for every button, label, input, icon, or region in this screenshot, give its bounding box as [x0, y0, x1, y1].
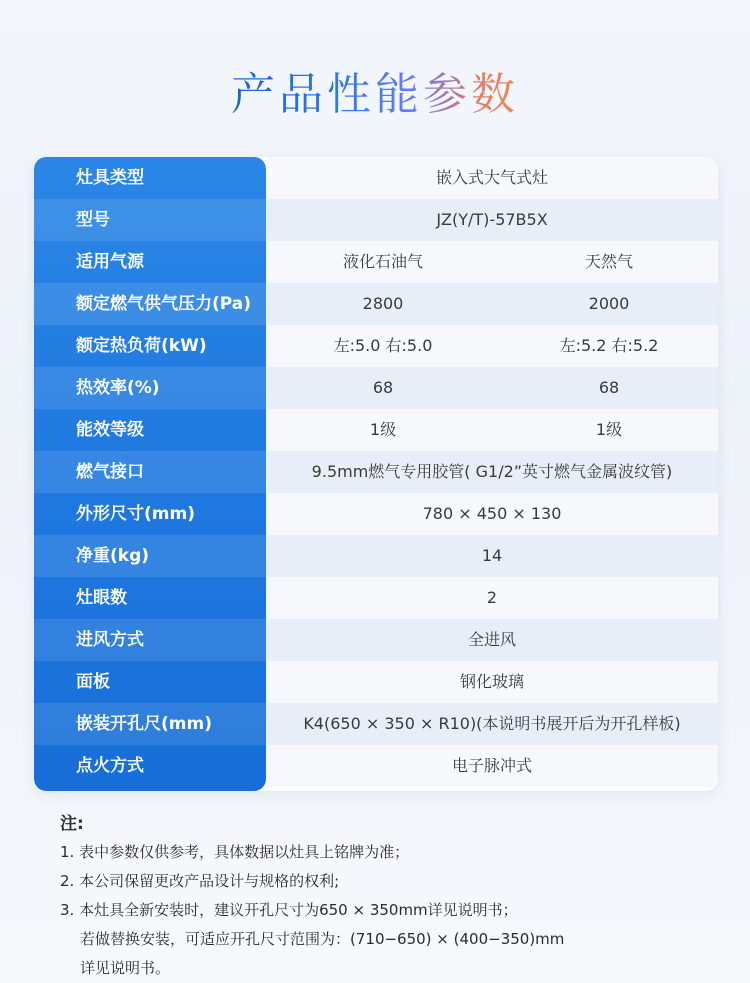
spec-value-ng: 68: [598, 378, 620, 397]
note-line: 2. 本公司保留更改产品设计与规格的权利;: [60, 872, 340, 890]
spec-label: 能效等级: [76, 420, 144, 440]
spec-label: 点火方式: [76, 756, 144, 776]
spec-value: 嵌入式大气式灶: [435, 168, 548, 187]
label-band: [34, 241, 266, 283]
table-row: [34, 199, 718, 241]
label-band: [34, 661, 266, 703]
spec-value: 9.5mm燃气专用胶管( G1/2”英寸燃气金属波纹管): [311, 462, 673, 481]
spec-label: 净重(kg): [76, 546, 150, 566]
spec-value-ng: 2000: [588, 294, 630, 313]
label-band: [34, 199, 266, 241]
notes-section: [60, 810, 700, 983]
spec-label: 适用气源: [76, 252, 144, 272]
spec-value-lpg: 1级: [369, 420, 397, 439]
table-row: [34, 367, 718, 409]
note-line: 若做替换安装，可适应开孔尺寸范围为：(710−650) × (400−350)mm: [80, 930, 565, 948]
table-row: [34, 241, 718, 283]
spec-label: 燃气接口: [76, 462, 144, 482]
label-band: [34, 619, 266, 661]
spec-value-ng: 天然气: [584, 252, 633, 271]
spec-value-ng: 左:5.2 右:5.2: [559, 336, 659, 355]
label-band: [34, 451, 266, 493]
label-band: [34, 409, 266, 451]
spec-value-ng: 1级: [595, 420, 623, 439]
table-row: [34, 703, 718, 745]
label-band: [34, 577, 266, 619]
spec-label: 面板: [76, 672, 110, 692]
spec-value: 780 × 450 × 130: [422, 504, 562, 523]
spec-value-lpg: 左:5.0 右:5.0: [333, 336, 433, 355]
spec-value-lpg: 液化石油气: [342, 252, 423, 271]
spec-label: 嵌装开孔尺(mm): [76, 714, 212, 734]
spec-value: K4(650 × 350 × R10)(本说明书展开后为开孔样板): [303, 714, 681, 733]
spec-label: 外形尺寸(mm): [76, 504, 195, 524]
notes-heading: 注:: [60, 814, 84, 834]
table-row: [34, 325, 718, 367]
note-line: 详见说明书。: [80, 959, 171, 977]
label-band: [34, 535, 266, 577]
table-row: [34, 619, 718, 661]
table-row: [34, 577, 718, 619]
table-row: [34, 283, 718, 325]
spec-label: 进风方式: [76, 630, 144, 650]
spec-label: 型号: [76, 210, 110, 230]
spec-value: 电子脉冲式: [451, 756, 532, 775]
spec-value: 14: [481, 546, 503, 565]
table-row: [34, 451, 718, 493]
spec-value: 全进风: [467, 630, 516, 649]
spec-value: 2: [486, 588, 498, 607]
spec-value-lpg: 2800: [362, 294, 404, 313]
table-row: [34, 157, 718, 199]
spec-label: 额定燃气供气压力(Pa): [76, 294, 252, 314]
table-row: [34, 535, 718, 577]
page-title: 产品性能参数: [231, 69, 519, 120]
note-line: 1. 表中参数仅供参考，具体数据以灶具上铭牌为准；: [60, 843, 410, 861]
spec-value: JZ(Y/T)-57B5X: [436, 210, 548, 229]
label-band: [34, 745, 266, 787]
spec-value-lpg: 68: [372, 378, 394, 397]
label-band: [34, 157, 266, 199]
table-row: [34, 745, 718, 787]
note-line: 3. 本灶具全新安装时，建议开孔尺寸为650 × 350mm详见说明书；: [60, 901, 518, 919]
spec-label: 灶具类型: [76, 168, 144, 188]
table-row: [34, 409, 718, 451]
spec-label: 灶眼数: [76, 588, 127, 608]
table-row: [34, 661, 718, 703]
table-row: [34, 493, 718, 535]
spec-label: 额定热负荷(kW): [76, 336, 207, 356]
spec-table: [34, 157, 718, 791]
spec-value: 钢化玻璃: [459, 672, 524, 691]
spec-label: 热效率(%): [76, 378, 160, 398]
